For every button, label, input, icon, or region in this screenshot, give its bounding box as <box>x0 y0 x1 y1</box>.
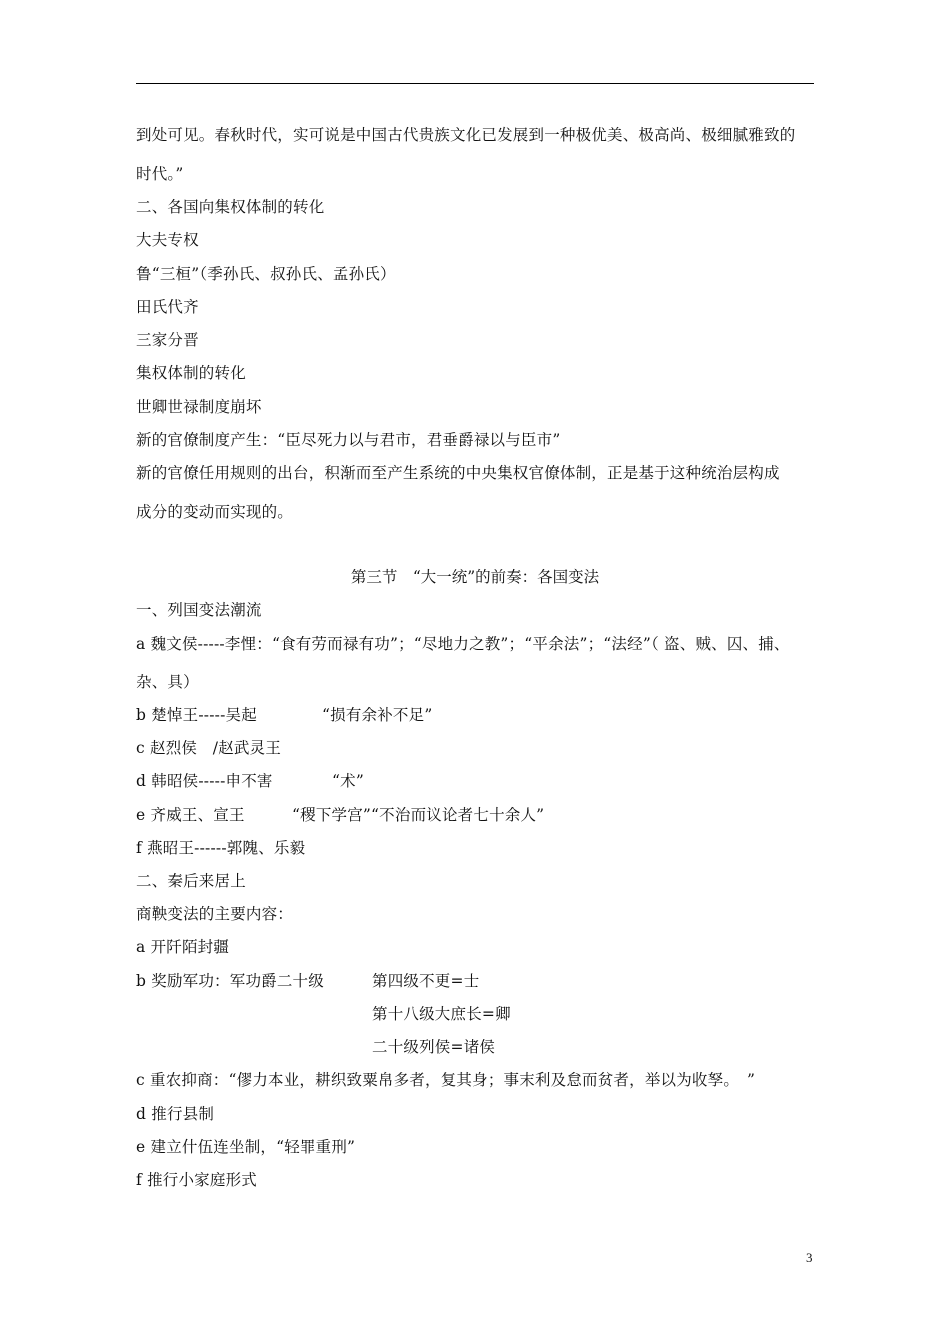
list-item: d 推行县制 <box>136 1105 215 1123</box>
page-number: 3 <box>806 1250 813 1265</box>
list-item: f 燕昭王------郭隗、乐毅 <box>136 839 306 857</box>
part-heading: 二、秦后来居上 <box>136 872 246 890</box>
list-item: b 奖励军功：军功爵二十级 <box>136 972 324 990</box>
rank-line: 第十八级大庶长=卿 <box>372 1005 511 1023</box>
rank-line: 第四级不更=士 <box>372 972 480 990</box>
list-item: e 建立什伍连坐制，“轻罪重刑” <box>136 1138 356 1156</box>
list-item: a 魏文侯-----李悝：“食有劳而禄有功”；“尽地力之教”；“平余法”；“法经”（ 盗、贼、囚、捕、 <box>136 635 790 653</box>
paragraph-line: 成分的变动而实现的。 <box>136 503 294 521</box>
paragraph-line: 田氏代齐 <box>136 298 199 316</box>
paragraph-line: 新的官僚制度产生：“臣尽死力以与君市，君垂爵禄以与臣市” <box>136 431 561 449</box>
section-heading: 二、各国向集权体制的转化 <box>136 198 325 216</box>
header-rule <box>136 83 814 84</box>
list-item: b 楚悼王-----吴起 <box>136 706 257 724</box>
list-item: e 齐威王、宣王 <box>136 806 245 824</box>
list-item-quote: “稷下学宫”“不治而议论者七十余人” <box>292 806 545 824</box>
rank-line: 二十级列侯=诸侯 <box>372 1038 496 1056</box>
list-item-continuation: 杂、具） <box>136 673 199 691</box>
list-item-quote: “术” <box>332 772 364 790</box>
list-item: c 重农抑商：“僇力本业，耕织致粟帛多者，复其身；事末利及怠而贫者，举以为收孥。 ” <box>136 1071 756 1089</box>
paragraph-line: 大夫专权 <box>136 231 199 249</box>
list-item: a 开阡陌封疆 <box>136 938 230 956</box>
paragraph-line: 新的官僚任用规则的出台，积渐而至产生系统的中央集权官僚体制，正是基于这种统治层构成 <box>136 464 780 482</box>
paragraph-line: 时代。” <box>136 165 184 183</box>
paragraph-line: 商鞅变法的主要内容： <box>136 905 294 923</box>
paragraph-line: 鲁“三桓”（季孙氏、叔孙氏、孟孙氏） <box>136 265 396 283</box>
paragraph-line: 集权体制的转化 <box>136 364 246 382</box>
paragraph-line: 三家分晋 <box>136 331 199 349</box>
section-title: 第三节 “大一统”的前奏：各国变法 <box>350 568 600 586</box>
part-heading: 一、列国变法潮流 <box>136 601 262 619</box>
list-item: c 赵烈侯 /赵武灵王 <box>136 739 282 757</box>
list-item: d 韩昭侯-----申不害 <box>136 772 273 790</box>
list-item: f 推行小家庭形式 <box>136 1171 257 1189</box>
list-item-quote: “损有余补不足” <box>322 706 433 724</box>
paragraph-line: 世卿世禄制度崩坏 <box>136 398 262 416</box>
paragraph-line: 到处可见。春秋时代，实可说是中国古代贵族文化已发展到一种极优美、极高尚、极细腻雅致的 <box>136 126 796 144</box>
